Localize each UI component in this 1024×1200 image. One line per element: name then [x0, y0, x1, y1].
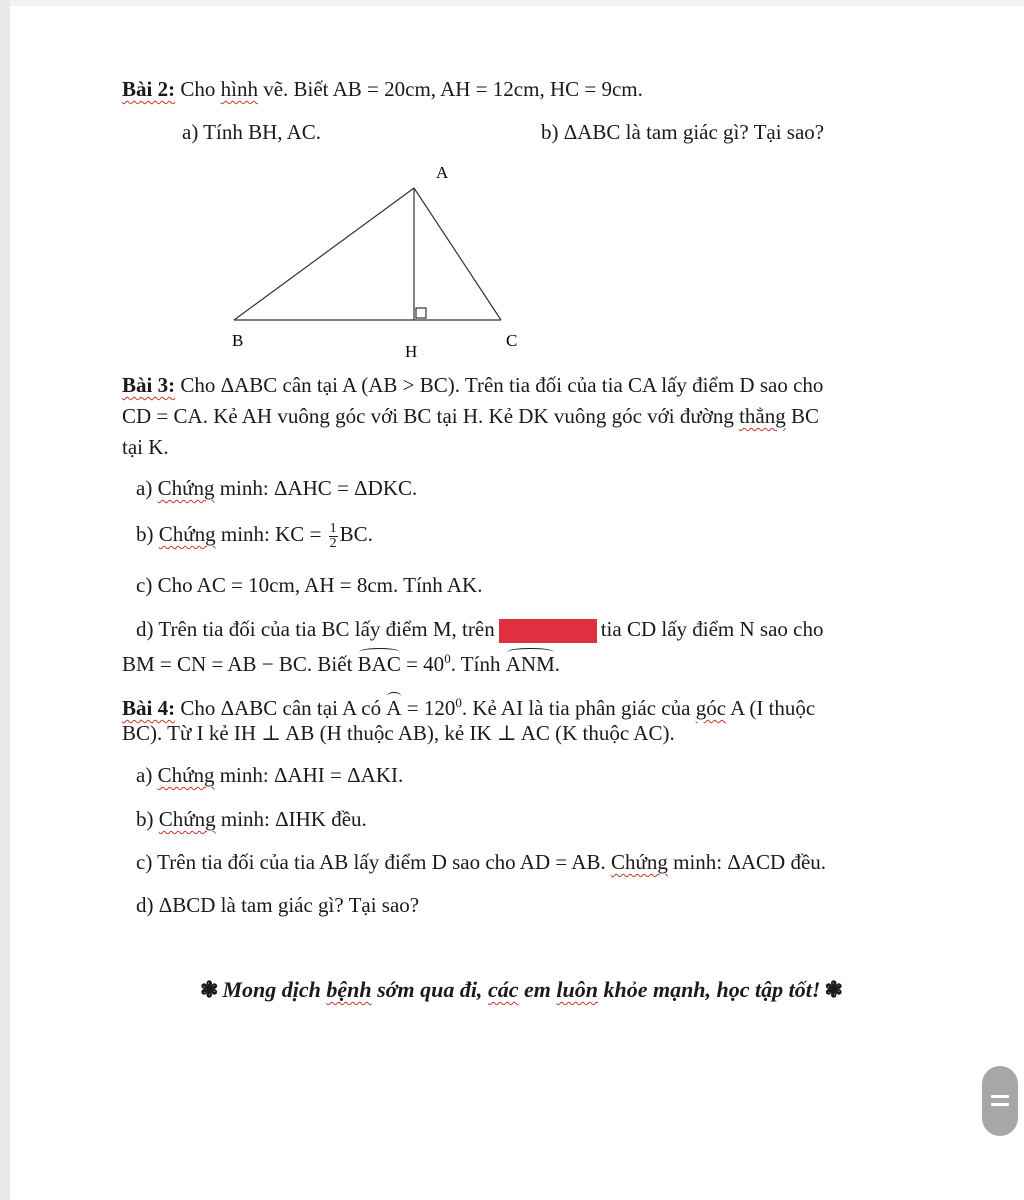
- bai3-line1: [122, 372, 823, 398]
- bai4-b-chung: Chứng: [158, 807, 216, 831]
- bai4-line2: BC). Từ I kẻ IH ⊥ AB (H thuộc AB), kẻ IK ⊥ AC (K thuộc AC).: [122, 721, 675, 745]
- bai4-line1: [122, 690, 815, 721]
- bai3-d-text3: BM = CN = AB − BC. Biết: [122, 652, 358, 676]
- bai4-word-goc: góc: [695, 696, 727, 720]
- bai4-a-rest: minh: ΔAHI = ΔAKI.: [214, 763, 404, 787]
- bai4-b-rest: minh: ΔIHK đều.: [215, 807, 367, 831]
- grip-line-icon: [991, 1103, 1009, 1106]
- bai3-word-thang: thẳng: [739, 404, 786, 428]
- angle-anm: ANM: [505, 652, 555, 676]
- bai3-a-rest: minh: ΔAHC = ΔDKC.: [214, 476, 418, 500]
- redaction-box: [499, 619, 597, 643]
- flower-icon-end: ❃: [824, 977, 843, 1002]
- bai3-b-rest: minh: KC =: [215, 522, 327, 546]
- bai2-word-hinh: hình: [220, 77, 258, 101]
- bai2-text-rest: vẽ. Biết AB = 20cm, AH = 12cm, HC = 9cm.: [257, 77, 643, 101]
- bai4-text1: Cho ΔABC cân tại A có: [175, 696, 387, 720]
- segment-ab: [234, 188, 414, 320]
- bai3-d-text4: = 40: [400, 652, 445, 676]
- page-top-edge: [0, 0, 1024, 6]
- bai4-label: Bài 4:: [122, 696, 176, 720]
- degree-sup-4: 0: [455, 695, 462, 710]
- bai3-part-a: [136, 475, 417, 501]
- bai3-b-prefix: b): [136, 522, 159, 546]
- bai2-line1: [122, 76, 643, 102]
- bai3-part-b: [136, 521, 373, 551]
- footer-word-benh: bệnh: [326, 977, 372, 1002]
- bai2-part-b: b) ΔABC là tam giác gì? Tại sao?: [541, 120, 825, 144]
- bai2-part-a: a) Tính BH, AC.: [182, 120, 322, 144]
- page-left-edge: [0, 0, 10, 1200]
- bai3-line2-text: CD = CA. Kẻ AH vuông góc với BC tại H. Kẻ DK vuông góc với đường: [122, 404, 740, 428]
- label-b: B: [232, 331, 244, 350]
- bai3-part-d-line2: [122, 646, 560, 677]
- footer-word-cac: các: [487, 977, 519, 1002]
- bai3-line2: [122, 403, 819, 429]
- bai3-d-text6: .: [554, 652, 560, 676]
- bai3-d-text2: tia CD lấy điểm N sao cho: [600, 617, 824, 641]
- bai3-a-prefix: a): [136, 476, 158, 500]
- bai4-part-a: [136, 762, 403, 788]
- segment-ac: [414, 188, 501, 320]
- bai3-line2-tail: BC: [785, 404, 820, 428]
- bai3-b-chung: Chứng: [158, 522, 216, 546]
- triangle-diagram: [218, 160, 538, 365]
- bai4-a-prefix: a): [136, 763, 158, 787]
- angle-bac: BAC: [357, 652, 401, 676]
- flower-icon: ❃: [200, 977, 219, 1002]
- bai4-part-d: d) ΔBCD là tam giác gì? Tại sao?: [136, 893, 420, 917]
- footer-text2: sớm qua đi,: [371, 977, 488, 1002]
- fraction-one-half: [329, 522, 338, 551]
- footer-text4: khỏe mạnh, học tập tốt!: [597, 977, 821, 1002]
- grip-line-icon: [991, 1095, 1009, 1098]
- bai4-text4: A (I thuộc: [726, 696, 816, 720]
- bai4-b-prefix: b): [136, 807, 159, 831]
- right-angle-mark: [416, 308, 426, 318]
- scroll-handle[interactable]: [982, 1066, 1018, 1136]
- bai2-text: Cho: [175, 77, 221, 101]
- bai3-d-text1: d) Trên tia đối của tia BC lấy điểm M, trên: [136, 617, 495, 641]
- footer-text3: em: [518, 977, 557, 1002]
- bai4-text3: . Kẻ AI là tia phân giác của: [461, 696, 696, 720]
- bai3-b-tail: BC.: [339, 522, 373, 546]
- footer-message: [196, 976, 847, 1004]
- bai4-c-chung: Chứng: [610, 850, 668, 874]
- bai3-text: Cho ΔABC cân tại A (AB > BC). Trên tia đối của tia CA lấy điểm D sao cho: [175, 373, 824, 397]
- bai4-a-chung: Chứng: [157, 763, 215, 787]
- bai3-part-c: c) Cho AC = 10cm, AH = 8cm. Tính AK.: [136, 573, 483, 597]
- bai4-c-text2: minh: ΔACD đều.: [667, 850, 827, 874]
- degree-sup: 0: [444, 651, 451, 666]
- bai3-a-chung: Chứng: [157, 476, 215, 500]
- label-a: A: [436, 163, 449, 182]
- bai3-line3: tại K.: [122, 435, 169, 459]
- footer-word-luon: luôn: [556, 977, 598, 1002]
- bai2-label: Bài 2:: [122, 77, 176, 101]
- footer-text1: Mong dịch: [222, 977, 327, 1002]
- angle-a: A: [386, 696, 402, 720]
- bai4-part-c: [136, 849, 826, 875]
- fraction-numerator: 1: [329, 520, 337, 536]
- bai3-part-d-line1: [136, 616, 824, 643]
- bai3-label: Bài 3:: [122, 373, 176, 397]
- bai4-part-b: [136, 806, 367, 832]
- bai4-c-text1: c) Trên tia đối của tia AB lấy điểm D sao cho AD = AB.: [136, 850, 611, 874]
- bai3-d-text5: . Tính: [450, 652, 506, 676]
- label-c: C: [506, 331, 518, 350]
- label-h: H: [405, 342, 418, 361]
- bai4-text2: = 120: [401, 696, 456, 720]
- fraction-denominator: 2: [329, 535, 337, 551]
